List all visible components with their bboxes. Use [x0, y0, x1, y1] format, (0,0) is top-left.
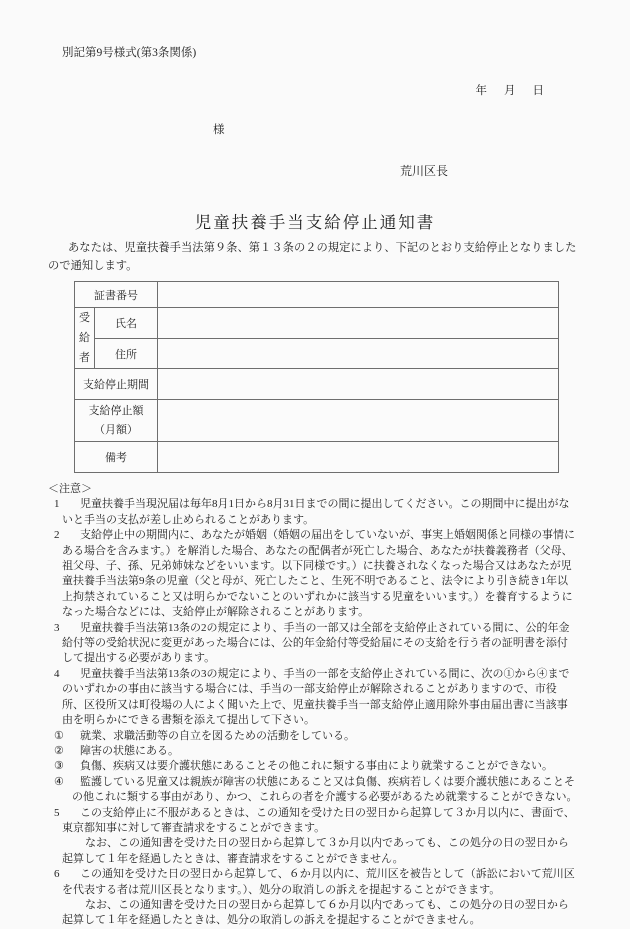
suspension-amount-sublabel: （月額）	[94, 423, 138, 436]
note-item-5	[54, 806, 578, 837]
notes-heading: ＜注意＞	[48, 483, 92, 495]
note-text: 児童扶養手当現況届は毎年8月1日から8月31日までの間に提出してください。この期間中に提出がないと手当の支払が差し止められることがあります。	[62, 498, 570, 526]
date-day-label: 日	[532, 85, 544, 97]
suspension-amount-cell	[75, 400, 158, 442]
date-line	[476, 82, 545, 98]
table-row	[75, 400, 559, 442]
note-number: ②	[54, 744, 64, 757]
note-item-2	[54, 528, 578, 620]
table-row	[75, 339, 559, 369]
note-number: 5	[54, 806, 60, 819]
note-number: 4	[54, 667, 60, 680]
suspension-period-value	[158, 369, 559, 400]
remarks-label: 備考	[75, 442, 158, 473]
note-number: 3	[54, 621, 60, 634]
table-row	[75, 369, 559, 400]
note-number: 6	[54, 868, 60, 881]
intro-paragraph: あなたは、児童扶養手当法第９条、第１３条の２の規定により、下記のとおり支給停止となりましたので通知します。	[48, 242, 577, 272]
name-label: 氏名	[95, 308, 158, 339]
address-label: 住所	[95, 339, 158, 369]
note-item-6	[54, 867, 578, 898]
note-text: この支給停止に不服があるときは、この通知を受けた日の翌日から起算して３か月以内に、書面で、東京都知事に対して審査請求をすることができます。	[62, 806, 575, 834]
certificate-number-label: 証書番号	[75, 282, 158, 308]
notes-section	[48, 482, 578, 929]
note-item-circle-3	[54, 759, 578, 774]
recipient-group-cell	[75, 308, 95, 369]
note-text: 監護している児童又は親族が障害の状態にあること又は負傷、疾病若しくは要介護状態にあることその他これに類する事由があり、かつ、これらの者を介護する必要があるため就業することができない。	[72, 775, 578, 804]
note-number: ④	[54, 775, 64, 788]
table-row	[75, 442, 559, 473]
note-item-circle-4	[54, 775, 578, 806]
recipient-info-table	[74, 281, 559, 473]
address-value	[158, 339, 559, 369]
note-item-5-supplement: なお、この通知書を受けた日の翌日から起算して３か月以内であっても、この処分の日の翌日から起算して１年を経過したときは、審査請求をすることができません。	[62, 837, 569, 865]
name-value	[158, 308, 559, 339]
document-title: 児童扶養手当支給停止通知書	[194, 213, 436, 232]
table-row	[75, 282, 559, 308]
note-item-3	[54, 621, 578, 667]
note-text: 負傷、疾病又は要介護状態にあることその他これに類する事由により就業することができない。	[80, 760, 553, 773]
table-row	[75, 308, 559, 339]
note-text: 就業、求職活動等の自立を図るための活動をしている。	[80, 729, 355, 742]
note-item-circle-2	[54, 744, 578, 759]
note-number: ①	[54, 729, 64, 742]
note-text: 障害の状態にある。	[80, 744, 179, 757]
note-number: ③	[54, 760, 64, 773]
note-text: 児童扶養手当法第13条の2の規定により、手当の一部又は全部を支給停止されている間に、公的年金給付等の受給状況に変更があった場合には、公的年金給付等受給届にその支給を行う者の証明書を添付して提出する必要があります。	[62, 621, 570, 665]
suspension-period-label: 支給停止期間	[75, 369, 158, 400]
date-year-label: 年	[475, 85, 487, 97]
recipient-group-label: 受給者	[79, 312, 90, 364]
form-number: 別記第9号様式(第3条関係)	[62, 47, 197, 59]
remarks-value	[158, 442, 559, 473]
note-number: 2	[54, 529, 60, 542]
note-text: この通知を受けた日の翌日から起算して、６か月以内に、荒川区を被告として（訴訟において荒川区を代表する者は荒川区長となります。）、処分の取消しの訴えを提起することができます。	[62, 868, 575, 896]
date-month-label: 月	[504, 85, 516, 97]
certificate-number-value	[158, 282, 559, 308]
addressee-honorific: 様	[213, 124, 225, 136]
note-number: 1	[54, 498, 60, 511]
note-text: 支給停止中の期間内に、あなたが婚姻（婚姻の届出をしていないが、事実上婚姻関係と同様の事情にある場合を含みます。）を解消した場合、あなたの配偶者が死亡した場合、あなたが扶養義務者（父母、祖父母、子、孫、兄弟姉妹などをいいます。以下同様です。）に扶養されなくなった場合又はあなたが児童扶養手当法第9条の児童（父と母が、死亡したこと、生死不明であること、法令により引き続き1年以上拘禁されていること又は明らかでないことのいずれかに該当する児童をいいます。）を養育するようになった場合などには、支給停止が解除されることがあります。	[62, 529, 575, 619]
suspension-amount-value	[158, 400, 559, 442]
note-item-6-supplement: なお、この通知書を受けた日の翌日から起算して６か月以内であっても、この処分の日の翌日から起算して１年を経過したときは、処分の取消しの訴えを提起することができません。	[62, 898, 569, 927]
sender-name: 荒川区長	[400, 164, 449, 178]
note-item-circle-1	[54, 729, 578, 744]
note-item-1	[54, 497, 578, 528]
note-text: 児童扶養手当法第13条の3の規定により、手当の一部を支給停止されている間に、次の①から④までのいずれかの事由に該当する場合には、手当の一部支給停止が解除されることがありますので、市役所、区役所又は町役場の人によく聞いた上で、児童扶養手当一部支給停止適用除外事由届出書に当該事由を明らかにできる書類を添えて提出して下さい。	[62, 667, 570, 727]
suspension-amount-label: 支給停止額	[88, 404, 144, 417]
note-item-4	[54, 667, 578, 729]
